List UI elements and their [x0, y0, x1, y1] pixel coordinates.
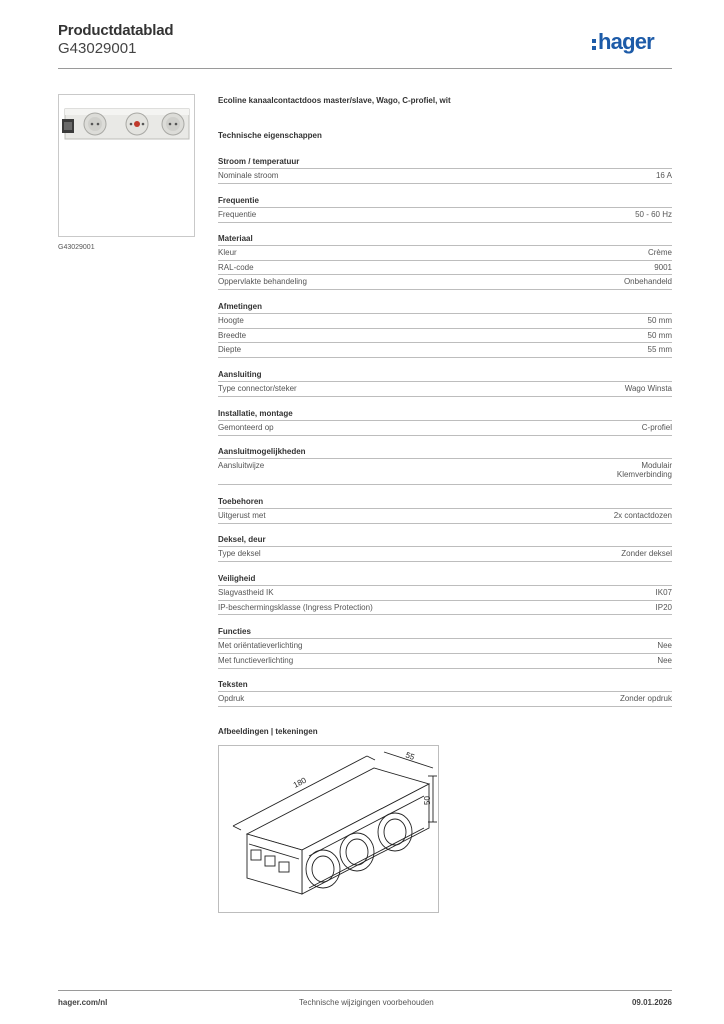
spec-row [218, 653, 672, 668]
socket-strip-photo [59, 95, 194, 236]
section-divider [218, 523, 672, 524]
spec-row [218, 313, 672, 328]
spec-label: Aansluitwijze [218, 461, 265, 470]
section-divider [218, 706, 672, 707]
spec-label: IP-beschermingsklasse (Ingress Protection) [218, 603, 373, 612]
section-title: Deksel, deur [218, 535, 266, 544]
spec-value: 50 - 60 Hz [635, 210, 672, 219]
spec-label: Diepte [218, 345, 242, 354]
dim-length-label: 180 [291, 775, 308, 790]
spec-row [218, 381, 672, 396]
product-image [58, 94, 195, 237]
dimension-drawing [219, 746, 438, 912]
footer-date: 09.01.2026 [631, 998, 672, 1007]
spec-value: 16 A [655, 171, 672, 180]
section-divider [218, 357, 672, 358]
spec-label: Met functieverlichting [218, 656, 294, 665]
section-title: Toebehoren [218, 497, 264, 506]
spec-row [218, 260, 672, 275]
section-divider [218, 668, 672, 669]
spec-value: Onbehandeld [623, 277, 672, 286]
spec-row [218, 245, 672, 260]
spec-row [218, 328, 672, 343]
spec-value: 50 mm [647, 331, 672, 340]
section-title: Materiaal [218, 234, 253, 243]
tech-heading: Technische eigenschappen [218, 131, 322, 140]
spec-value: IK07 [655, 588, 672, 597]
spec-value: IP20 [655, 603, 672, 612]
dim-height-label: 50 [423, 796, 432, 805]
hager-logo[interactable] [592, 30, 654, 54]
section-title: Frequentie [218, 196, 259, 205]
images-heading: Afbeeldingen | tekeningen [218, 727, 318, 736]
footer-disclaimer: Technische wijzigingen voorbehouden [299, 998, 434, 1007]
spec-row [218, 274, 672, 289]
section-divider [218, 289, 672, 290]
spec-value: C-profiel [641, 423, 672, 432]
spec-value: Nee [657, 641, 672, 650]
spec-value: 50 mm [647, 316, 672, 325]
section-title: Aansluiting [218, 370, 262, 379]
section-title: Functies [218, 627, 251, 636]
section-divider [218, 183, 672, 184]
spec-label: RAL-code [218, 263, 254, 272]
section-title: Afmetingen [218, 302, 262, 311]
spec-value: Zonder deksel [621, 549, 672, 558]
spec-value: Crème [647, 248, 672, 257]
logo-dots-icon [592, 39, 596, 50]
section-title: Aansluitmogelijkheden [218, 447, 306, 456]
spec-label: Slagvastheid IK [218, 588, 274, 597]
spec-value: Wago Winsta [624, 384, 672, 393]
page-title: Productdatablad [58, 22, 174, 39]
product-image-caption: G43029001 [58, 244, 95, 251]
spec-row [218, 420, 672, 435]
spec-label: Breedte [218, 331, 247, 340]
logo-text: hager [598, 29, 654, 54]
spec-value-group [617, 461, 672, 479]
header-divider [58, 68, 672, 69]
section-divider [218, 222, 672, 223]
technical-drawing [218, 745, 439, 913]
spec-row [218, 342, 672, 357]
footer-website-link[interactable]: hager.com/nl [58, 998, 108, 1007]
spec-label: Type deksel [218, 549, 261, 558]
spec-row [218, 458, 672, 484]
section-divider [218, 396, 672, 397]
product-title: Ecoline kanaalcontactdoos master/slave, Wago, C-profiel, wit [218, 96, 451, 105]
section-divider [218, 561, 672, 562]
spec-label: Type connector/steker [218, 384, 297, 393]
spec-row [218, 585, 672, 600]
spec-label: Gemonteerd op [218, 423, 274, 432]
spec-label: Opdruk [218, 694, 245, 703]
section-divider [218, 435, 672, 436]
spec-label: Kleur [218, 248, 237, 257]
dim-depth-label: 55 [404, 750, 416, 762]
spec-row [218, 691, 672, 706]
spec-row [218, 638, 672, 653]
spec-row [218, 508, 672, 523]
spec-label: Hoogte [218, 316, 244, 325]
product-code: G43029001 [58, 40, 137, 57]
spec-row [218, 600, 672, 615]
footer-divider [58, 990, 672, 991]
spec-label: Frequentie [218, 210, 257, 219]
spec-row [218, 168, 672, 183]
spec-value: Nee [657, 656, 672, 665]
spec-value: Modulair [641, 461, 672, 470]
spec-row [218, 546, 672, 561]
spec-label: Oppervlakte behandeling [218, 277, 307, 286]
spec-label: Uitgerust met [218, 511, 266, 520]
spec-value: 55 mm [647, 345, 672, 354]
spec-label: Nominale stroom [218, 171, 279, 180]
section-divider [218, 484, 672, 485]
spec-value: Klemverbinding [616, 470, 672, 479]
spec-value: Zonder opdruk [619, 694, 672, 703]
section-title: Installatie, montage [218, 409, 293, 418]
spec-value: 2x contactdozen [613, 511, 672, 520]
spec-row [218, 207, 672, 222]
section-title: Teksten [218, 680, 248, 689]
section-title: Veiligheid [218, 574, 256, 583]
spec-label: Met oriëntatieverlichting [218, 641, 303, 650]
section-title: Stroom / temperatuur [218, 157, 300, 166]
spec-value: 9001 [654, 263, 672, 272]
section-divider [218, 614, 672, 615]
